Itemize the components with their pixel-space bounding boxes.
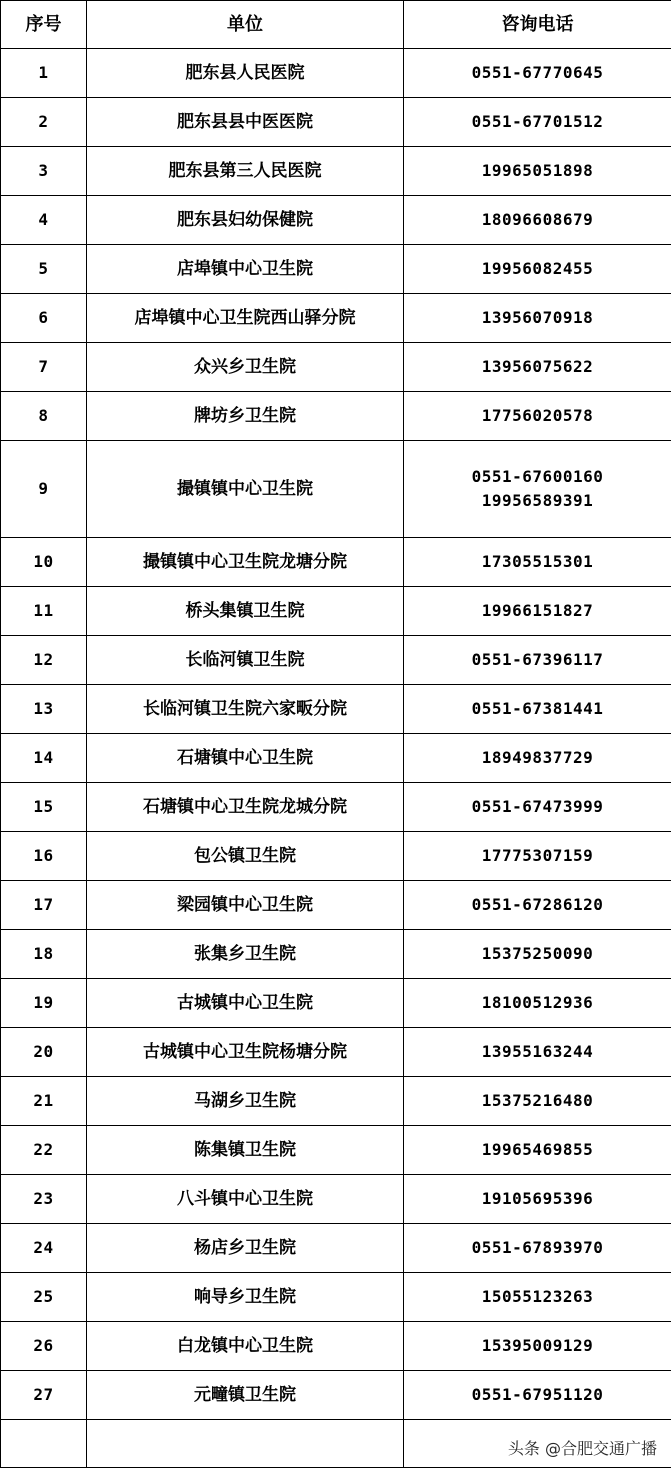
serial-number-cell: 5: [1, 245, 87, 294]
phone-cell: [404, 832, 671, 881]
serial-number-cell: 14: [1, 734, 87, 783]
table-row: [1, 147, 671, 196]
serial-number-cell: 7: [1, 343, 87, 392]
serial-number-cell: 9: [1, 441, 87, 538]
phone-cell: [404, 587, 671, 636]
phone-number: 0551-67951120: [471, 1385, 604, 1404]
phone-cell: [404, 881, 671, 930]
table-row: [1, 245, 671, 294]
phone-cell: [404, 1371, 671, 1420]
phone-cell: [404, 98, 671, 147]
phone-number: 0551-67770645: [471, 63, 604, 82]
serial-number-cell: 17: [1, 881, 87, 930]
unit-name-cell: 包公镇卫生院: [87, 832, 404, 881]
table-row: [1, 881, 671, 930]
serial-number-cell: 10: [1, 538, 87, 587]
table-row: [1, 392, 671, 441]
phone-number: 15395009129: [481, 1336, 594, 1355]
phone-cell: [404, 1126, 671, 1175]
phone-cell: [404, 538, 671, 587]
table-row: [1, 441, 671, 538]
unit-name-cell: 肥东县人民医院: [87, 49, 404, 98]
unit-name-cell: 肥东县第三人民医院: [87, 147, 404, 196]
unit-name-cell: 撮镇镇中心卫生院龙塘分院: [87, 538, 404, 587]
phone-cell: [404, 783, 671, 832]
phone-number: 19105695396: [481, 1189, 594, 1208]
serial-number-cell: 8: [1, 392, 87, 441]
serial-number-cell: 26: [1, 1322, 87, 1371]
table-row: [1, 1077, 671, 1126]
phone-number: 15375250090: [481, 944, 594, 963]
serial-number-cell: 1: [1, 49, 87, 98]
unit-name-cell: 长临河镇卫生院六家畈分院: [87, 685, 404, 734]
table-row: [1, 538, 671, 587]
phone-number: 19956589391: [481, 491, 594, 510]
table-row: [1, 98, 671, 147]
serial-number-cell: 24: [1, 1224, 87, 1273]
header-serial-number: 序号: [1, 1, 87, 49]
unit-name-cell: 陈集镇卫生院: [87, 1126, 404, 1175]
phone-number: 15375216480: [481, 1091, 594, 1110]
phone-number: 19965469855: [481, 1140, 594, 1159]
table-row: [1, 196, 671, 245]
phone-cell: [404, 636, 671, 685]
unit-name-cell: 杨店乡卫生院: [87, 1224, 404, 1273]
serial-number-cell: 4: [1, 196, 87, 245]
unit-name-cell: 牌坊乡卫生院: [87, 392, 404, 441]
unit-name-cell: 梁园镇中心卫生院: [87, 881, 404, 930]
serial-number-cell: 12: [1, 636, 87, 685]
serial-number-cell: 13: [1, 685, 87, 734]
serial-number-cell: 3: [1, 147, 87, 196]
phone-number: 0551-67286120: [471, 895, 604, 914]
unit-name-cell: 长临河镇卫生院: [87, 636, 404, 685]
table-header-row: [1, 1, 671, 49]
table-row: [1, 783, 671, 832]
unit-name-cell: 肥东县县中医医院: [87, 98, 404, 147]
phone-cell: [404, 196, 671, 245]
phone-cell: [404, 1322, 671, 1371]
unit-name-cell: 撮镇镇中心卫生院: [87, 441, 404, 538]
phone-cell: [404, 392, 671, 441]
serial-number-cell: 23: [1, 1175, 87, 1224]
table-row: [1, 587, 671, 636]
phone-cell: [404, 930, 671, 979]
table-body: [1, 49, 671, 1468]
phone-cell: [404, 343, 671, 392]
header-phone: 咨询电话: [404, 1, 671, 49]
unit-name-cell: 响导乡卫生院: [87, 1273, 404, 1322]
phone-number: 17305515301: [481, 552, 594, 571]
phone-number: 18096608679: [481, 210, 594, 229]
table-row: [1, 1126, 671, 1175]
serial-number-cell: 21: [1, 1077, 87, 1126]
unit-name-cell: 古城镇中心卫生院: [87, 979, 404, 1028]
table-row: [1, 1273, 671, 1322]
watermark: [508, 1436, 657, 1459]
unit-name-cell: 石塘镇中心卫生院: [87, 734, 404, 783]
phone-cell: [404, 245, 671, 294]
table-row: [1, 979, 671, 1028]
serial-number-cell: 16: [1, 832, 87, 881]
phone-number: 13956070918: [481, 308, 594, 327]
phone-cell: [404, 1224, 671, 1273]
phone-number: 0551-67701512: [471, 112, 604, 131]
phone-number: 0551-67396117: [471, 650, 604, 669]
unit-name-cell: 桥头集镇卫生院: [87, 587, 404, 636]
unit-name-cell: 店埠镇中心卫生院西山驿分院: [87, 294, 404, 343]
phone-cell: [404, 979, 671, 1028]
phone-number: 17756020578: [481, 406, 594, 425]
phone-number: 18949837729: [481, 748, 594, 767]
phone-cell: [404, 1028, 671, 1077]
table-row: [1, 930, 671, 979]
table-row: [1, 1322, 671, 1371]
table-row: [1, 1028, 671, 1077]
unit-name-cell: 肥东县妇幼保健院: [87, 196, 404, 245]
phone-number: 0551-67893970: [471, 1238, 604, 1257]
phone-cell: [404, 147, 671, 196]
phone-number: 17775307159: [481, 846, 594, 865]
serial-number-cell: 22: [1, 1126, 87, 1175]
table-row: [1, 1371, 671, 1420]
phone-number: 13956075622: [481, 357, 594, 376]
serial-number-cell: 27: [1, 1371, 87, 1420]
unit-name-cell: 众兴乡卫生院: [87, 343, 404, 392]
phone-cell: [404, 1273, 671, 1322]
unit-name-cell: 张集乡卫生院: [87, 930, 404, 979]
serial-number-cell: 20: [1, 1028, 87, 1077]
phone-cell: [404, 1175, 671, 1224]
phone-number: 0551-67600160: [471, 467, 604, 486]
phone-cell: [404, 294, 671, 343]
phone-cell: [404, 49, 671, 98]
table-row: [1, 636, 671, 685]
serial-number-cell: 18: [1, 930, 87, 979]
serial-number-cell: 11: [1, 587, 87, 636]
table-row: [1, 1175, 671, 1224]
phone-number: 19956082455: [481, 259, 594, 278]
serial-number-cell: 15: [1, 783, 87, 832]
phone-number: 0551-67473999: [471, 797, 604, 816]
unit-name-cell: 元疃镇卫生院: [87, 1371, 404, 1420]
serial-number-cell: 2: [1, 98, 87, 147]
serial-number-cell: 25: [1, 1273, 87, 1322]
table-row: [1, 294, 671, 343]
table-row: [1, 343, 671, 392]
serial-number-cell: 19: [1, 979, 87, 1028]
table-row: [1, 832, 671, 881]
phone-number: 19965051898: [481, 161, 594, 180]
unit-name-cell: 白龙镇中心卫生院: [87, 1322, 404, 1371]
unit-name-cell: 古城镇中心卫生院杨塘分院: [87, 1028, 404, 1077]
unit-name-cell: 马湖乡卫生院: [87, 1077, 404, 1126]
phone-cell: [404, 734, 671, 783]
phone-number: 13955163244: [481, 1042, 594, 1061]
header-unit: 单位: [87, 1, 404, 49]
phone-cell: [404, 1077, 671, 1126]
table-row: [1, 734, 671, 783]
unit-name-cell: 石塘镇中心卫生院龙城分院: [87, 783, 404, 832]
empty-cell: [1, 1420, 87, 1468]
phone-cell: [404, 441, 671, 538]
phone-number: 15055123263: [481, 1287, 594, 1306]
table-row: [1, 1224, 671, 1273]
table-row: [1, 685, 671, 734]
empty-cell: [87, 1420, 404, 1468]
phone-number: 19966151827: [481, 601, 594, 620]
unit-name-cell: 店埠镇中心卫生院: [87, 245, 404, 294]
phone-number: 0551-67381441: [471, 699, 604, 718]
watermark-text: 头条 @合肥交通广播: [507, 1439, 657, 1458]
phone-number: 18100512936: [481, 993, 594, 1012]
phone-cell: [404, 685, 671, 734]
serial-number-cell: 6: [1, 294, 87, 343]
unit-name-cell: 八斗镇中心卫生院: [87, 1175, 404, 1224]
table-row: [1, 49, 671, 98]
